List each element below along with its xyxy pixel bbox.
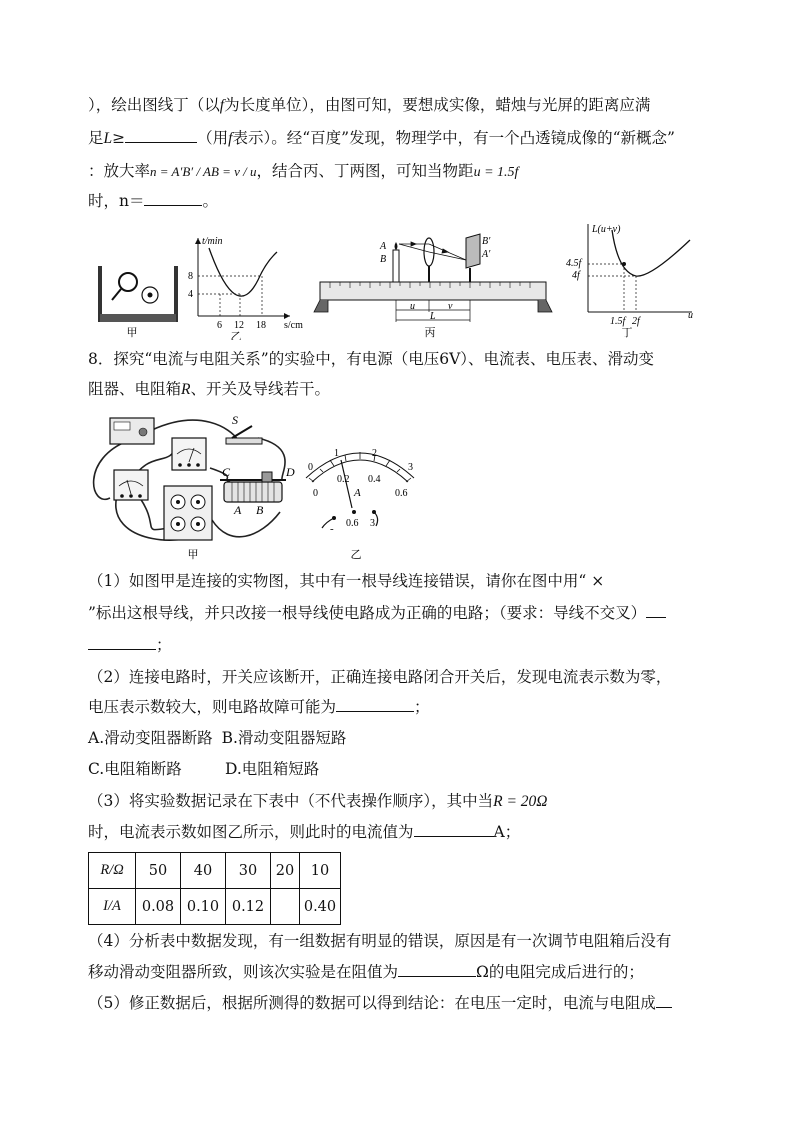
dial-unit: A bbox=[354, 487, 361, 499]
yi-xtick-18: 18 bbox=[256, 320, 266, 331]
terminal-3: 3 bbox=[370, 518, 375, 529]
data-table bbox=[88, 852, 341, 925]
bing-label-v: v bbox=[448, 301, 453, 312]
bing-label-B: B bbox=[380, 254, 387, 265]
answer-blank-p3[interactable] bbox=[414, 821, 494, 837]
text-fragment: A； bbox=[493, 823, 521, 841]
text-fragment: 移动滑动变阻器所致，则该次实验是在阻值为 bbox=[88, 963, 399, 981]
bing-label-u: u bbox=[410, 301, 415, 312]
text-fragment: Ω的电阻完成后进行的； bbox=[476, 963, 644, 981]
ding-xtick-2f: 2f bbox=[632, 316, 640, 327]
rheostat-label-D: D bbox=[286, 465, 295, 479]
text-fragment: ； bbox=[414, 698, 430, 716]
answer-blank-p5[interactable] bbox=[656, 992, 672, 1008]
answer-blank-p1b[interactable] bbox=[88, 634, 156, 650]
text-fragment: 时，电流表示数如图乙所示，则此时的电流值为 bbox=[88, 823, 414, 841]
terminal-neg: - bbox=[330, 523, 334, 535]
dial-top-0: 0 bbox=[308, 462, 313, 473]
ammeter bbox=[114, 470, 148, 500]
symbol-f: f bbox=[219, 97, 225, 114]
answer-blank-p4[interactable] bbox=[398, 961, 476, 977]
label-jia: 甲 bbox=[126, 327, 138, 339]
option-D[interactable]: D.电阻箱短路 bbox=[225, 760, 320, 778]
answer-blank-L[interactable] bbox=[125, 127, 197, 143]
p5-line-1 bbox=[88, 992, 672, 1014]
text-line-4 bbox=[88, 190, 218, 212]
text-fragment: ≥ bbox=[112, 129, 126, 147]
text-fragment: ），绘出图线丁（以 bbox=[88, 96, 220, 114]
rheostat-label-B: B bbox=[256, 503, 264, 517]
figure-ding-graph bbox=[566, 224, 693, 339]
table-cell-empty[interactable] bbox=[271, 889, 300, 925]
table-cell: 0.12 bbox=[226, 889, 271, 925]
p1-line-2 bbox=[88, 602, 666, 624]
p3-line-1 bbox=[88, 790, 548, 813]
ding-xlabel: u bbox=[688, 310, 693, 321]
text-fragment: ； bbox=[156, 636, 172, 654]
table-cell: 10 bbox=[300, 853, 341, 889]
dial-bottom-0-6: 0.6 bbox=[395, 488, 408, 499]
rheostat-label-C: C bbox=[222, 465, 231, 479]
text-fragment: 电压表示数较大，则电路故障可能为 bbox=[88, 698, 337, 716]
rheostat-label-A: A bbox=[234, 503, 242, 517]
text-fragment: （5）修正数据后，根据所测得的数据可以得到结论：在电压一定时，电流与电阻成 bbox=[88, 994, 656, 1012]
text-line-1 bbox=[88, 94, 650, 117]
p3-line-2 bbox=[88, 821, 520, 843]
formula-magnification: n = A′B′ / AB = v / u bbox=[150, 164, 257, 179]
option-row-1 bbox=[88, 727, 346, 749]
text-fragment: 时，n＝ bbox=[88, 192, 145, 210]
label-circuit-jia: 甲 bbox=[187, 549, 199, 561]
text-fragment: 阻器、电阻箱 bbox=[88, 380, 182, 398]
option-C[interactable]: C.电阻箱断路 bbox=[88, 760, 182, 778]
option-A[interactable]: A.滑动变阻器断路 bbox=[88, 729, 213, 747]
q8-line-1 bbox=[88, 348, 654, 370]
text-line-2 bbox=[88, 127, 675, 150]
dial-top-3: 3 bbox=[408, 462, 413, 473]
yi-xtick-12: 12 bbox=[234, 320, 244, 331]
text-fragment: （1）如图甲是连接的实物图，其中有一根导线连接错误，请你在图中用“ × bbox=[88, 572, 605, 590]
p2-line-2 bbox=[88, 696, 430, 718]
text-fragment: 足 bbox=[88, 129, 104, 147]
text-fragment: 表示）。经“百度”发现，物理学中，有一个凸透镜成像的“新概念” bbox=[232, 129, 675, 147]
p4-line-2 bbox=[88, 961, 644, 983]
text-fragment: ，结合丙、丁两图，可知当物距 bbox=[256, 162, 474, 180]
answer-blank-p2[interactable] bbox=[336, 696, 414, 712]
text-fragment: （4）分析表中数据发现，有一组数据有明显的错误，原因是有一次调节电阻箱后没有 bbox=[88, 932, 672, 950]
ammeter-dial bbox=[306, 448, 414, 535]
label-yi: 乙 bbox=[230, 331, 242, 340]
text-line-3 bbox=[88, 160, 518, 184]
bing-label-Bp: B′ bbox=[482, 236, 491, 247]
p1-line-3 bbox=[88, 634, 172, 656]
figure-yi-graph bbox=[188, 236, 303, 340]
label-ding: 丁 bbox=[621, 327, 633, 339]
dial-bottom-0-4: 0.4 bbox=[368, 474, 381, 485]
dial-top-2: 2 bbox=[372, 448, 377, 459]
answer-blank-n[interactable] bbox=[144, 190, 202, 206]
table-head-R: R/Ω bbox=[89, 853, 136, 889]
table-cell: 0.08 bbox=[136, 889, 181, 925]
resistance-box bbox=[164, 486, 212, 540]
bing-label-A: A bbox=[380, 241, 387, 252]
switch-label-S: S bbox=[232, 413, 238, 427]
table-cell: 50 bbox=[136, 853, 181, 889]
symbol-L: L bbox=[103, 130, 113, 147]
table-row-current bbox=[89, 889, 341, 925]
figure-row-optics bbox=[0, 220, 794, 340]
yi-xtick-6: 6 bbox=[217, 320, 222, 331]
option-B[interactable]: B.滑动变阻器短路 bbox=[221, 729, 347, 747]
yi-ylabel: t/min bbox=[202, 236, 223, 247]
ding-ytick-4f: 4f bbox=[572, 270, 580, 281]
text-fragment: ”标出这根导线，并只改接一根导线使电路成为正确的电路；（要求：导线不交叉） bbox=[88, 604, 647, 622]
ding-ytick-45f: 4.5f bbox=[566, 258, 582, 269]
label-bing: 丙 bbox=[424, 327, 436, 339]
text-fragment: 8．探究“电流与电阻关系”的实验中，有电源（电压6V）、电流表、电压表、滑动变 bbox=[88, 350, 655, 368]
table-cell: 30 bbox=[226, 853, 271, 889]
p4-line-1 bbox=[88, 930, 671, 952]
figure-bing-bench bbox=[314, 234, 552, 339]
q8-line-2 bbox=[88, 378, 330, 401]
dial-top-1: 1 bbox=[334, 448, 339, 459]
label-circuit-yi: 乙 bbox=[350, 549, 362, 561]
power-supply bbox=[110, 418, 154, 444]
figure-jia bbox=[100, 266, 176, 339]
text-fragment: 为长度单位），由图可知，要想成实像，蜡烛与光屏的距离应满 bbox=[224, 96, 651, 114]
formula-object-distance: u = 1.5f bbox=[473, 165, 519, 180]
text-fragment: （用 bbox=[197, 129, 229, 147]
ding-xtick-15f: 1.5f bbox=[610, 316, 626, 327]
yi-ytick-4: 4 bbox=[188, 289, 193, 300]
p2-line-1 bbox=[88, 666, 671, 688]
table-cell: 0.10 bbox=[181, 889, 226, 925]
ding-ylabel: L(u+v) bbox=[592, 224, 621, 235]
answer-blank-p1a[interactable] bbox=[646, 602, 666, 618]
yi-xlabel: s/cm bbox=[284, 320, 303, 331]
text-fragment: 、开关及导线若干。 bbox=[190, 380, 330, 398]
text-fragment: ：放大率 bbox=[88, 162, 151, 180]
dial-bottom-0: 0 bbox=[313, 488, 318, 499]
voltmeter bbox=[172, 438, 206, 470]
table-cell: 0.40 bbox=[300, 889, 341, 925]
table-head-I: I/A bbox=[89, 889, 136, 925]
option-row-2 bbox=[88, 758, 319, 780]
figure-row-circuit bbox=[0, 408, 794, 568]
table-row-resistance bbox=[89, 853, 341, 889]
table-cell: 20 bbox=[271, 853, 300, 889]
text-fragment: （2）连接电路时，开关应该断开，正确连接电路闭合开关后，发现电流表示数为零， bbox=[88, 668, 672, 686]
symbol-f: f bbox=[228, 130, 233, 147]
terminal-0-6: 0.6 bbox=[346, 518, 359, 529]
formula-R: R = 20Ω bbox=[493, 793, 548, 810]
bing-label-Ap: A′ bbox=[482, 249, 491, 260]
bing-label-L: L bbox=[430, 311, 436, 322]
text-fragment: （3）将实验数据记录在下表中（不代表操作顺序），其中当 bbox=[88, 792, 494, 810]
yi-ytick-8: 8 bbox=[188, 271, 193, 282]
table-cell: 40 bbox=[181, 853, 226, 889]
symbol-R: R bbox=[181, 381, 191, 398]
switch bbox=[226, 413, 262, 444]
text-fragment: 。 bbox=[202, 192, 218, 210]
dial-bottom-0-2: 0.2 bbox=[337, 474, 350, 485]
p1-line-1 bbox=[88, 570, 604, 592]
